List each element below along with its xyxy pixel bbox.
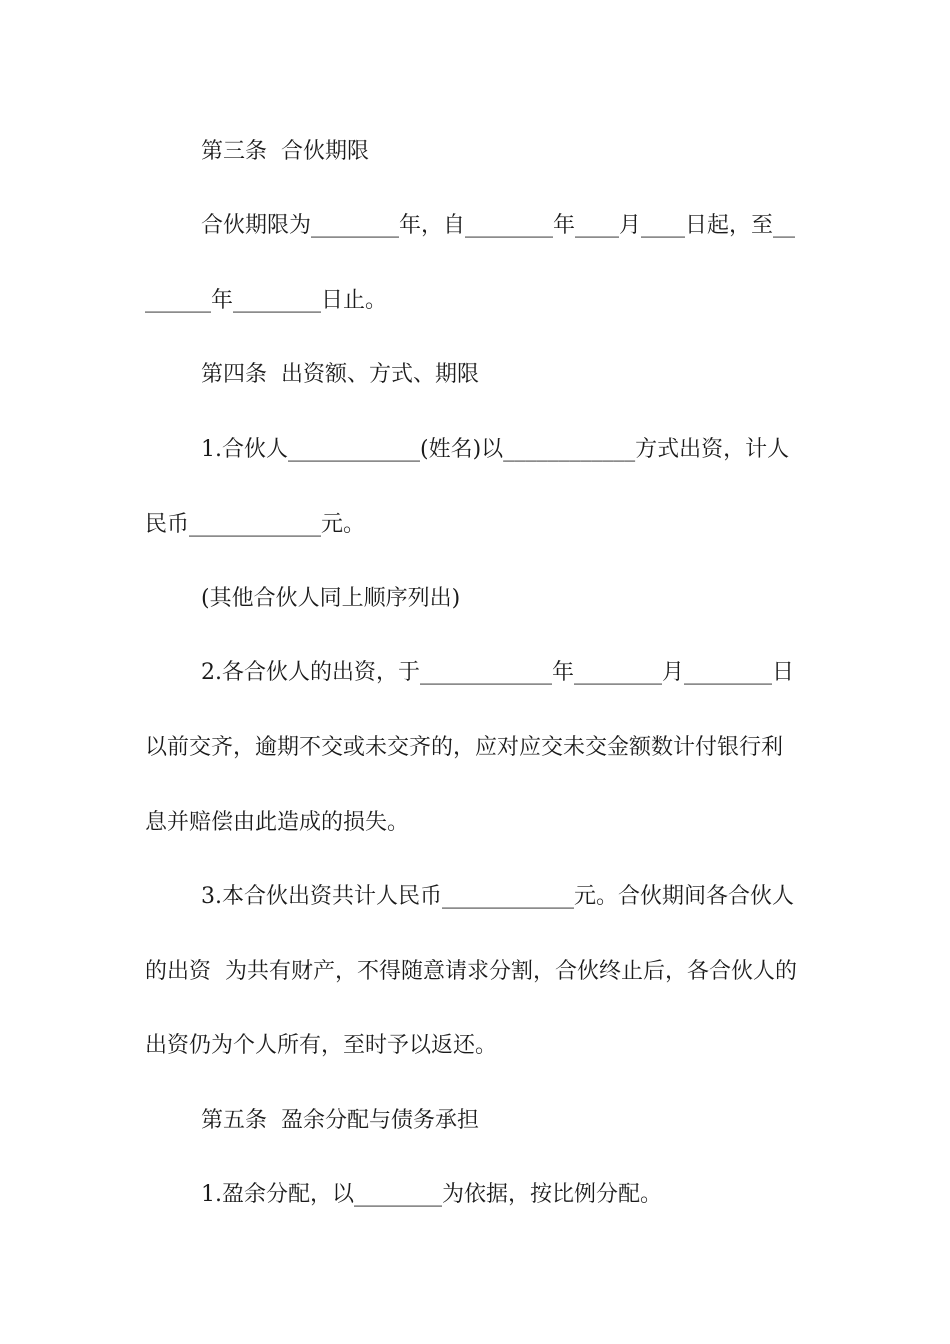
paragraph-line: 息并赔偿由此造成的损失。: [145, 810, 410, 835]
paragraph-line: 1.合伙人____________(姓名)以____________方式出资，计人: [201, 437, 790, 462]
paragraph-line: (其他合伙人同上顺序列出): [201, 586, 461, 611]
paragraph-line: 2.各合伙人的出资，于____________年________月________日: [201, 660, 794, 685]
paragraph-line: 出资仍为个人所有，至时予以返还。: [145, 1033, 498, 1058]
article-4-heading: 第四条 出资额、方式、期限: [201, 362, 479, 387]
article-5-heading: 第五条 盈余分配与债务承担: [201, 1108, 479, 1133]
paragraph-line: 的出资 为共有财产，不得随意请求分割，合伙终止后，各合伙人的: [145, 959, 797, 984]
article-3-heading: 第三条 合伙期限: [201, 139, 369, 164]
paragraph-line: 民币____________元。: [145, 512, 366, 537]
paragraph-line: 1.盈余分配，以________为依据，按比例分配。: [201, 1182, 662, 1207]
paragraph-line: 3.本合伙出资共计人民币____________元。合伙期间各合伙人: [201, 884, 794, 909]
paragraph-line: 合伙期限为________年，自________年____月____日起，至__: [201, 213, 796, 238]
paragraph-line: 以前交齐，逾期不交或未交齐的，应对应交未交金额数计付银行利: [145, 735, 784, 760]
paragraph-line: ______年________日止。: [145, 288, 388, 313]
